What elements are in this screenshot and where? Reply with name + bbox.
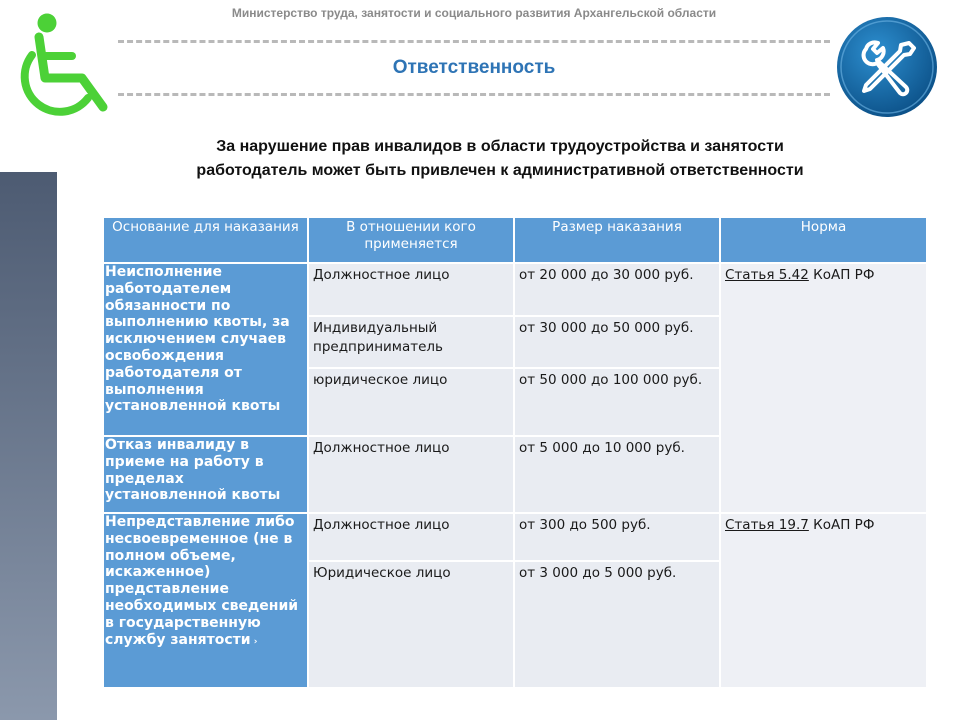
subject-cell: Должностное лицо [308, 436, 514, 513]
basis-quota [103, 263, 308, 436]
basis-reporting-tail: › [250, 636, 258, 647]
ministry-name: Министерство труда, занятости и социального развития Архангельской области [231, 6, 717, 20]
penalties-table [102, 216, 928, 689]
norm-code: КоАП РФ [808, 517, 875, 533]
wrench-screwdriver-icon [836, 16, 938, 118]
header-basis: Основание для наказания [103, 217, 308, 263]
header-penalty: Размер наказания [514, 217, 720, 263]
norm-code: КоАП РФ [808, 267, 875, 283]
wheelchair-icon [8, 6, 120, 118]
side-decoration-bar [0, 172, 57, 720]
penalty-cell: от 20 000 до 30 000 руб. [514, 263, 720, 316]
basis-refusal [103, 436, 308, 513]
table-header-row [103, 217, 927, 263]
intro-line-2: работодатель может быть привлечен к административной ответственности [196, 162, 804, 179]
subject-cell: Индивидуальный предприниматель [308, 316, 514, 368]
table-row [103, 263, 927, 316]
table-row [103, 513, 927, 561]
header-subject: В отношении кого применяется [308, 217, 514, 263]
intro-text [100, 135, 900, 183]
article-link-197[interactable]: Статья 19.7 [725, 517, 809, 533]
header-norm: Норма [720, 217, 927, 263]
norm-cell-542 [720, 263, 927, 513]
subject-cell: Юридическое лицо [308, 561, 514, 688]
page-title: Ответственность [392, 57, 556, 78]
basis-quota-text: Неисполнение работодателем обязанности по выполнению квоты, за исключением случаев освобождения работодателя от выполнения установленной квоты [105, 264, 290, 415]
basis-refusal-text: Отказ инвалиду в приеме на работу в пределах установленной квоты [105, 437, 281, 504]
norm-cell-197 [720, 513, 927, 688]
penalty-cell: от 5 000 до 10 000 руб. [514, 436, 720, 513]
basis-reporting-text: Непредставление либо несвоевременное (не в полном объеме, искаженное) представление необходимых сведений в государственную службу занятости [105, 514, 299, 648]
penalty-cell: от 30 000 до 50 000 руб. [514, 316, 720, 368]
subject-cell: юридическое лицо [308, 368, 514, 436]
divider-top [118, 40, 830, 43]
divider-bottom [118, 93, 830, 96]
intro-line-1: За нарушение прав инвалидов в области трудоустройства и занятости [216, 138, 784, 155]
article-link-542[interactable]: Статья 5.42 [725, 267, 809, 283]
subject-cell: Должностное лицо [308, 263, 514, 316]
subject-cell: Должностное лицо [308, 513, 514, 561]
penalty-cell: от 3 000 до 5 000 руб. [514, 561, 720, 688]
basis-reporting [103, 513, 308, 688]
penalty-cell: от 50 000 до 100 000 руб. [514, 368, 720, 436]
penalty-cell: от 300 до 500 руб. [514, 513, 720, 561]
